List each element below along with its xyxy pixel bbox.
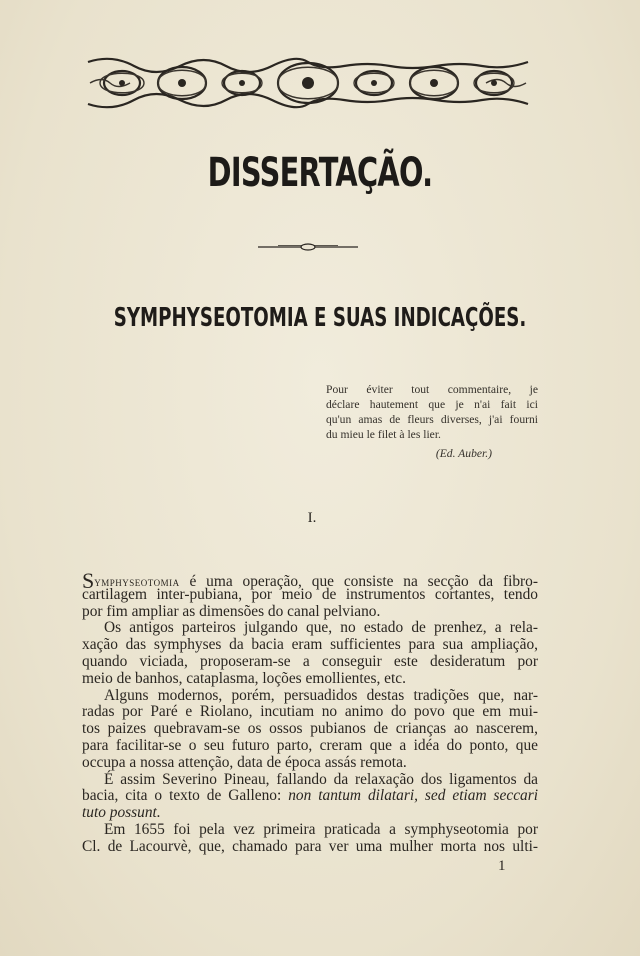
body-line: tuto possunt. — [82, 804, 161, 822]
latin-quote: non tantum dilatari, sed etiam seccari — [288, 787, 538, 805]
body-line: É assim Severino Pineau, fallando da relaxação dos ligamentos da — [104, 770, 538, 788]
body-text — [82, 570, 538, 856]
epigraph-attribution: (Ed. Auber.) — [435, 447, 492, 460]
body-line-text: é uma operação, que consiste na secção da fibro- — [179, 573, 538, 590]
page-number: 1 — [498, 858, 506, 874]
decorative-divider-rule — [258, 242, 358, 252]
drop-cap: S — [82, 568, 95, 593]
epigraph — [326, 382, 538, 461]
body-line: radas por Paré e Riolano, incutiam no animo do povo que em mui- — [82, 703, 538, 721]
body-line: Em 1655 foi pela vez primeira praticada a symphyseotomia por — [104, 820, 538, 838]
body-line: quando viciada, proposeram-se a conseguir este desideratum por — [82, 652, 538, 670]
body-line: occupa a nossa attenção, data de época assás remota. — [82, 753, 407, 771]
epigraph-line: du mieu le filet à les lier. — [326, 428, 441, 441]
body-line: cartilagem inter-pubiana, por meio de instrumentos cortantes, tendo — [82, 585, 538, 603]
body-line: meio de banhos, cataplasma, loções emollientes, etc. — [82, 669, 406, 687]
epigraph-line: qu'un amas de fleurs diverses, j'ai fourni — [326, 413, 538, 426]
epigraph-line: déclare hautement que je n'ai fait ici — [326, 398, 538, 411]
body-line: Cl. de Lacourvè, que, chamado para ver uma mulher morta nos ulti- — [82, 837, 538, 855]
page-title: DISSERTAÇÃO. — [207, 150, 433, 196]
epigraph-line: Pour éviter tout commentaire, je — [326, 383, 538, 396]
decorative-ornament-banner — [82, 52, 534, 114]
body-line-text: bacia, cita o texto de Galleno: — [82, 787, 289, 805]
first-word: ymphyseotomia — [94, 574, 180, 589]
body-line: xação das symphyses da bacia eram sufficientes para sua ampliação, — [82, 636, 538, 654]
body-line: Os antigos parteiros julgando que, no estado de prenhez, a rela- — [104, 619, 538, 637]
body-line: por fim ampliar as dimensões do canal pelviano. — [82, 602, 381, 620]
body-line: Alguns modernos, porém, persuadidos destas tradições que, nar- — [104, 686, 538, 704]
body-line: tos paizes quebravam-se os ossos pubianos de crianças ao nascerem, — [82, 720, 538, 738]
section-number: I. — [307, 510, 317, 526]
section-heading: SYMPHYSEOTOMIA E SUAS INDICAÇÕES. — [113, 303, 527, 333]
body-line — [82, 788, 538, 805]
body-line: para facilitar-se o seu futuro parto, creram que a idéa do ponto, que — [82, 736, 538, 754]
body-line — [82, 568, 538, 593]
